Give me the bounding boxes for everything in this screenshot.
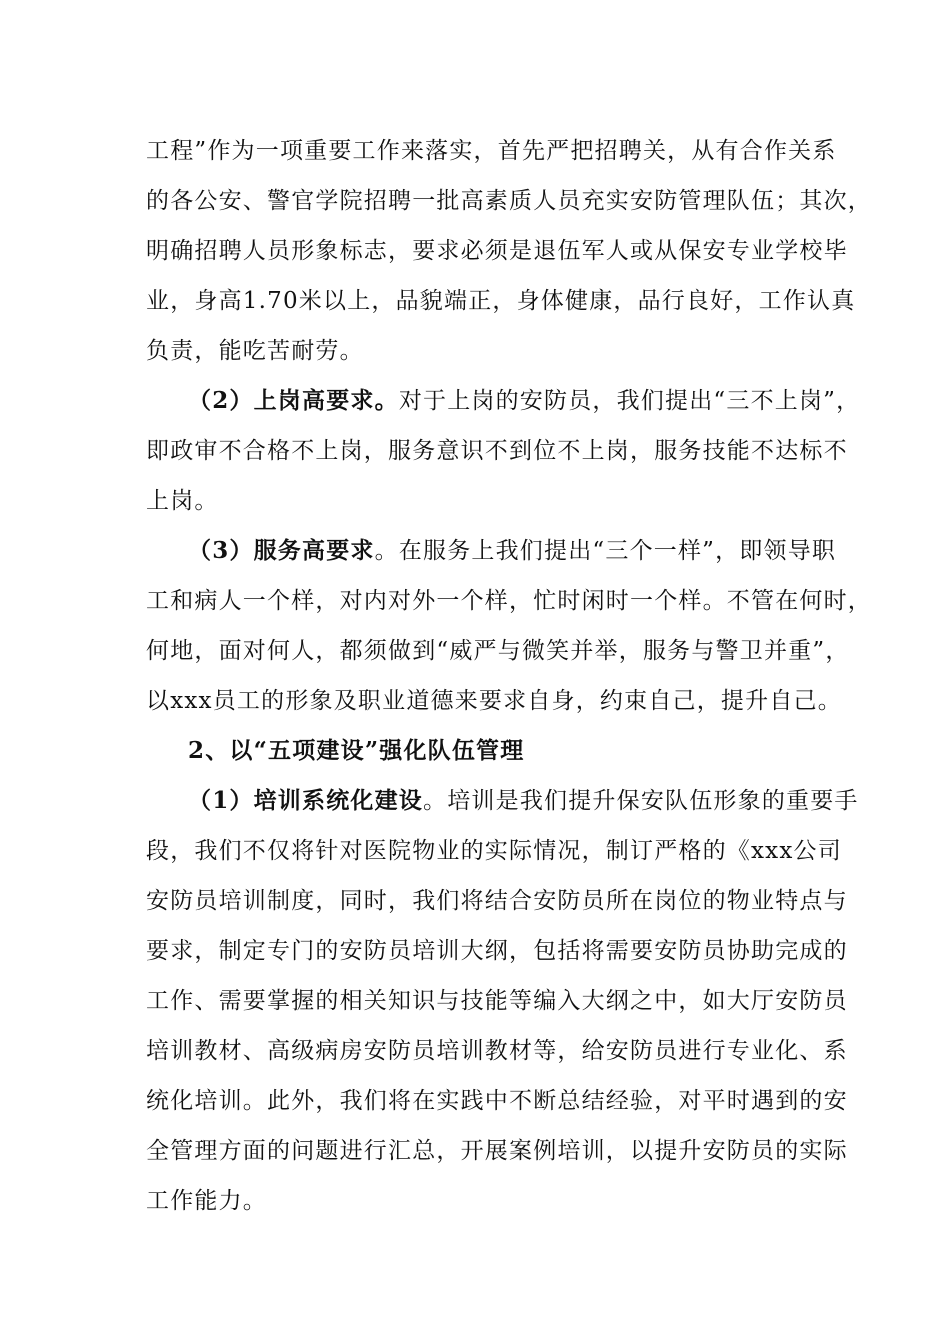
paragraph-4-line-2: 段，我们不仅将针对医院物业的实际情况，制订严格的《xxx公司	[146, 838, 842, 864]
paragraph-4-line-9: 工作能力。	[146, 1188, 267, 1214]
paragraph-4-line-1-text: 。培训是我们提升保安队伍形象的重要手	[423, 788, 859, 814]
paragraph-1-line-4: 业，身高1.70米以上，品貌端正，身体健康，品行良好，工作认真	[146, 288, 856, 314]
paragraph-1-line-3: 明确招聘人员形象标志，要求必须是退伍军人或从保安专业学校毕	[146, 238, 848, 264]
paragraph-4-line-8: 全管理方面的问题进行汇总，开展案例培训，以提升安防员的实际	[146, 1138, 848, 1164]
paragraph-2-line-2: 即政审不合格不上岗，服务意识不到位不上岗，服务技能不达标不	[146, 438, 848, 464]
paragraph-1-line-1: 工程”作为一项重要工作来落实，首先严把招聘关，从有合作关系	[146, 138, 837, 164]
paragraph-4-line-7: 统化培训。此外，我们将在实践中不断总结经验，对平时遇到的安	[146, 1088, 848, 1114]
paragraph-4-line-5: 工作、需要掌握的相关知识与技能等编入大纲之中，如大厅安防员	[146, 988, 848, 1014]
paragraph-3-heading: （3）服务高要求	[188, 537, 375, 564]
paragraph-2-line-1	[188, 386, 861, 416]
paragraph-4-line-3: 安防员培训制度，同时，我们将结合安防员所在岗位的物业特点与	[146, 888, 848, 914]
paragraph-3-line-3: 何地，面对何人，都须做到“威严与微笑并举，服务与警卫并重”，	[146, 638, 850, 664]
paragraph-3-line-1-text: 。在服务上我们提出“三个一样”，即领导职	[374, 538, 837, 564]
paragraph-3-line-1	[188, 536, 837, 566]
paragraph-3-line-4: 以xxx员工的形象及职业道德来要求自身，约束自己，提升自己。	[146, 688, 842, 714]
section-2-heading: 2、以“五项建设”强化队伍管理	[188, 737, 525, 764]
paragraph-4-heading: （1）培训系统化建设	[188, 787, 424, 814]
paragraph-4-line-6: 培训教材、高级病房安防员培训教材等，给安防员进行专业化、系	[146, 1038, 848, 1064]
paragraph-2-line-1-text: 对于上岗的安防员，我们提出“三不上岗”，	[398, 388, 861, 414]
paragraph-1-line-5: 负责，能吃苦耐劳。	[146, 338, 364, 364]
paragraph-2-heading: （2）上岗高要求。	[188, 387, 399, 414]
paragraph-4-line-1	[188, 786, 859, 816]
paragraph-1-line-2: 的各公安、警官学院招聘一批高素质人员充实安防管理队伍；其次，	[146, 188, 872, 214]
paragraph-3-line-2: 工和病人一个样，对内对外一个样，忙时闲时一个样。不管在何时，	[146, 588, 872, 614]
paragraph-4-line-4: 要求，制定专门的安防员培训大纲，包括将需要安防员协助完成的	[146, 938, 848, 964]
paragraph-2-line-3: 上岗。	[146, 488, 219, 514]
